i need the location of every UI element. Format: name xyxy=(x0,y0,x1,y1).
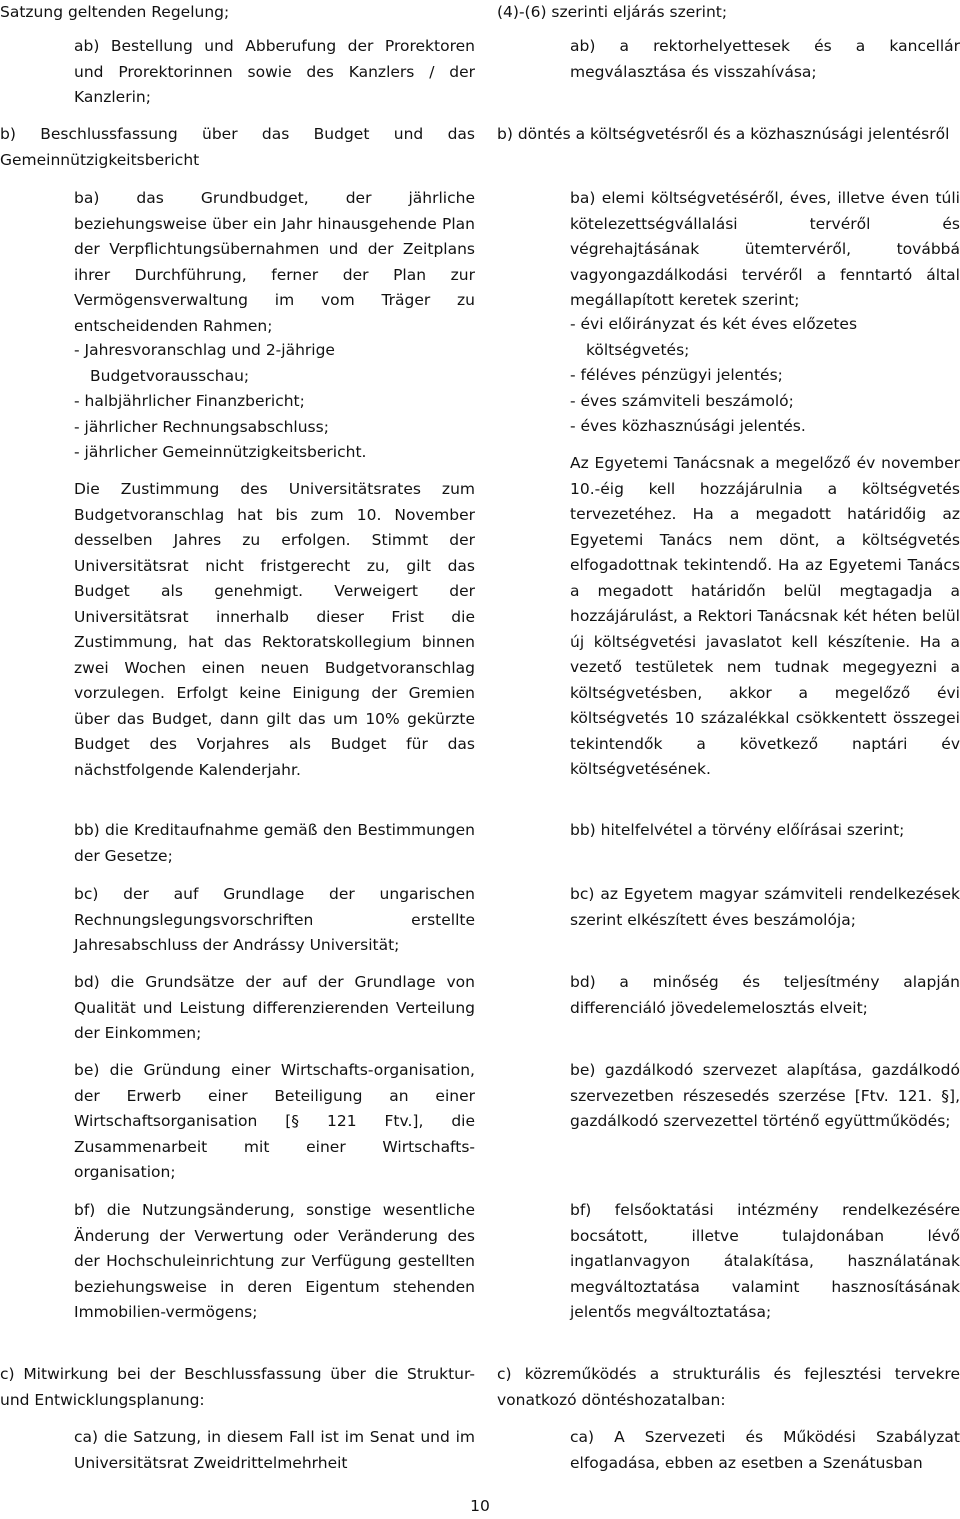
list-item: - Jahresvoranschlag und 2-jährige Budgetvorausschau; xyxy=(74,341,335,385)
paragraph-ab: ab) a rektorhelyettesek és a kancellár megválasztása és visszahívása; xyxy=(570,37,960,81)
paragraph-bd: bd) a minőség és teljesítmény alapján differenciáló jövedelemelosztás elveit; xyxy=(570,973,960,1017)
paragraph-ba: ba) das Grundbudget, der jährliche beziehungsweise über ein Jahr hinausgehende Plan der Verpflichtungsübernahmen und der Zeitplans ihrer Durchführung, ferner der Plan zur Vermögensverwaltung im vom Träger zu entscheidenden Rahmen; xyxy=(74,189,475,335)
list-item: - jährlicher Rechnungsabschluss; xyxy=(74,417,329,436)
paragraph-budget-approval: Az Egyetemi Tanácsnak a megelőző év november 10.-éig kell hozzájárulnia a költségvetés tervezetéhez. Ha a megadott határidőig az Egyetemi Tanács nem dönt, a költségvetés elfogadottnak tekintendő. Ha az Egyetemi Tanács a megadott határidőn belül megtagadja a hozzájárulást, a Rektori Tanácsnak két héten belül új költségvetési javaslatot kell készítenie. Ha a vezető testületek nem tudnak megegyezni a költségvetésben, akkor a megelőző évi költségvetés 10 százalékkal csökkentett összegei tekintendők a következő naptári év költségvetésének. xyxy=(570,454,960,778)
paragraph-bc: bc) az Egyetem magyar számviteli rendelkezések szerint elkészített éves beszámolója; xyxy=(570,885,960,929)
paragraph-ba: ba) elemi költségvetéséről, éves, illetve éven túli kötelezettségvállalási tervéről és végrehajtásának ütemtervéről, továbbá vagyongazdálkodási tervéről a fenntartó által megállapított keretek szerint; xyxy=(570,189,960,309)
paragraph-b: b) Beschlussfassung über das Budget und das Gemeinnützigkeitsbericht xyxy=(0,125,475,169)
paragraph-ca: ca) A Szervezeti és Működési Szabályzat elfogadása, ebben az esetben a Szenátusban xyxy=(570,1428,960,1472)
paragraph-be: be) die Gründung einer Wirtschafts-organisation, der Erwerb einer Beteiligung an einer Wirtschaftsorganisation [§ 121 Ftv.], die Zusammenarbeit mit einer Wirtschafts-organisation; xyxy=(74,1061,475,1181)
list-item: - éves közhasznúsági jelentés. xyxy=(570,417,806,435)
paragraph-c: c) közreműködés a strukturális és fejlesztési tervekre vonatkozó döntéshozatalban: xyxy=(497,1365,960,1409)
list-item: - jährlicher Gemeinnützigkeitsbericht. xyxy=(74,443,367,461)
paragraph-ca: ca) die Satzung, in diesem Fall ist im Senat und im Universitätsrat Zweidrittelmehrheit xyxy=(74,1428,475,1472)
paragraph-bb: bb) hitelfelvétel a törvény előírásai szerint; xyxy=(570,821,905,839)
paragraph-be: be) gazdálkodó szervezet alapítása, gazdálkodó szervezetben részesedés szerzése [Ftv. 121. §], gazdálkodó szervezettel történő együttműködés; xyxy=(570,1061,960,1130)
paragraph-bb: bb) die Kreditaufnahme gemäß den Bestimmungen der Gesetze; xyxy=(74,821,475,865)
paragraph-bc: bc) der auf Grundlage der ungarischen Rechnungslegungsvorschriften erstellte Jahresabschluss der Andrássy Universität; xyxy=(74,885,475,954)
list-item: - féléves pénzügyi jelentés; xyxy=(570,366,783,384)
ba-list xyxy=(570,312,960,440)
paragraph-bf: bf) felsőoktatási intézmény rendelkezésére bocsátott, illetve tulajdonában lévő ingatlanvagyon átalakítása, használatának megváltoztatása valamint hasznosításának jelentős megváltoztatása; xyxy=(570,1201,960,1321)
paragraph-bd: bd) die Grundsätze der auf der Grundlage von Qualität und Leistung differenzierenden Verteilung der Einkommen; xyxy=(74,973,475,1042)
list-item: - halbjährlicher Finanzbericht; xyxy=(74,392,305,410)
ba-list xyxy=(74,338,475,466)
paragraph-bf: bf) die Nutzungsänderung, sonstige wesentliche Änderung der Verwertung oder Veränderung des der Hochschuleinrichtung zur Verfügung gestellten beziehungsweise in deren Eigentum stehenden Immobilien-vermögens; xyxy=(74,1201,475,1321)
paragraph-b: b) döntés a költségvetésről és a közhasznúsági jelentésről xyxy=(497,125,950,143)
list-item: - éves számviteli beszámoló; xyxy=(570,391,794,410)
paragraph-budget-approval: Die Zustimmung des Universitätsrates zum Budgetvoranschlag hat bis zum 10. November desselben Jahres zu erfolgen. Stimmt der Universitätsrat nicht fristgerecht zu, gilt das Budget als genehmigt. Verweigert der Universitätsrat innerhalb dieser Frist die Zustimmung, hat das Rektoratskollegium binnen zwei Wochen einen neuen Budgetvoranschlag vorzulegen. Erfolgt keine Einigung der Gremien über das Budget, dann gilt das um 10% gekürzte Budget des Vorjahres als Budget für das nächstfolgende Kalenderjahr. xyxy=(74,480,475,779)
page-number: 10 xyxy=(470,1497,490,1515)
paragraph-c: c) Mitwirkung bei der Beschlussfassung über die Struktur- und Entwicklungsplanung: xyxy=(0,1365,475,1409)
paragraph-top: Satzung geltenden Regelung; xyxy=(0,3,230,21)
paragraph-top: (4)-(6) szerinti eljárás szerint; xyxy=(497,3,728,21)
list-item: - évi előirányzat és két éves előzetes költségvetés; xyxy=(570,315,858,359)
paragraph-ab: ab) Bestellung und Abberufung der Prorektoren und Prorektorinnen sowie des Kanzlers / der Kanzlerin; xyxy=(74,37,475,106)
